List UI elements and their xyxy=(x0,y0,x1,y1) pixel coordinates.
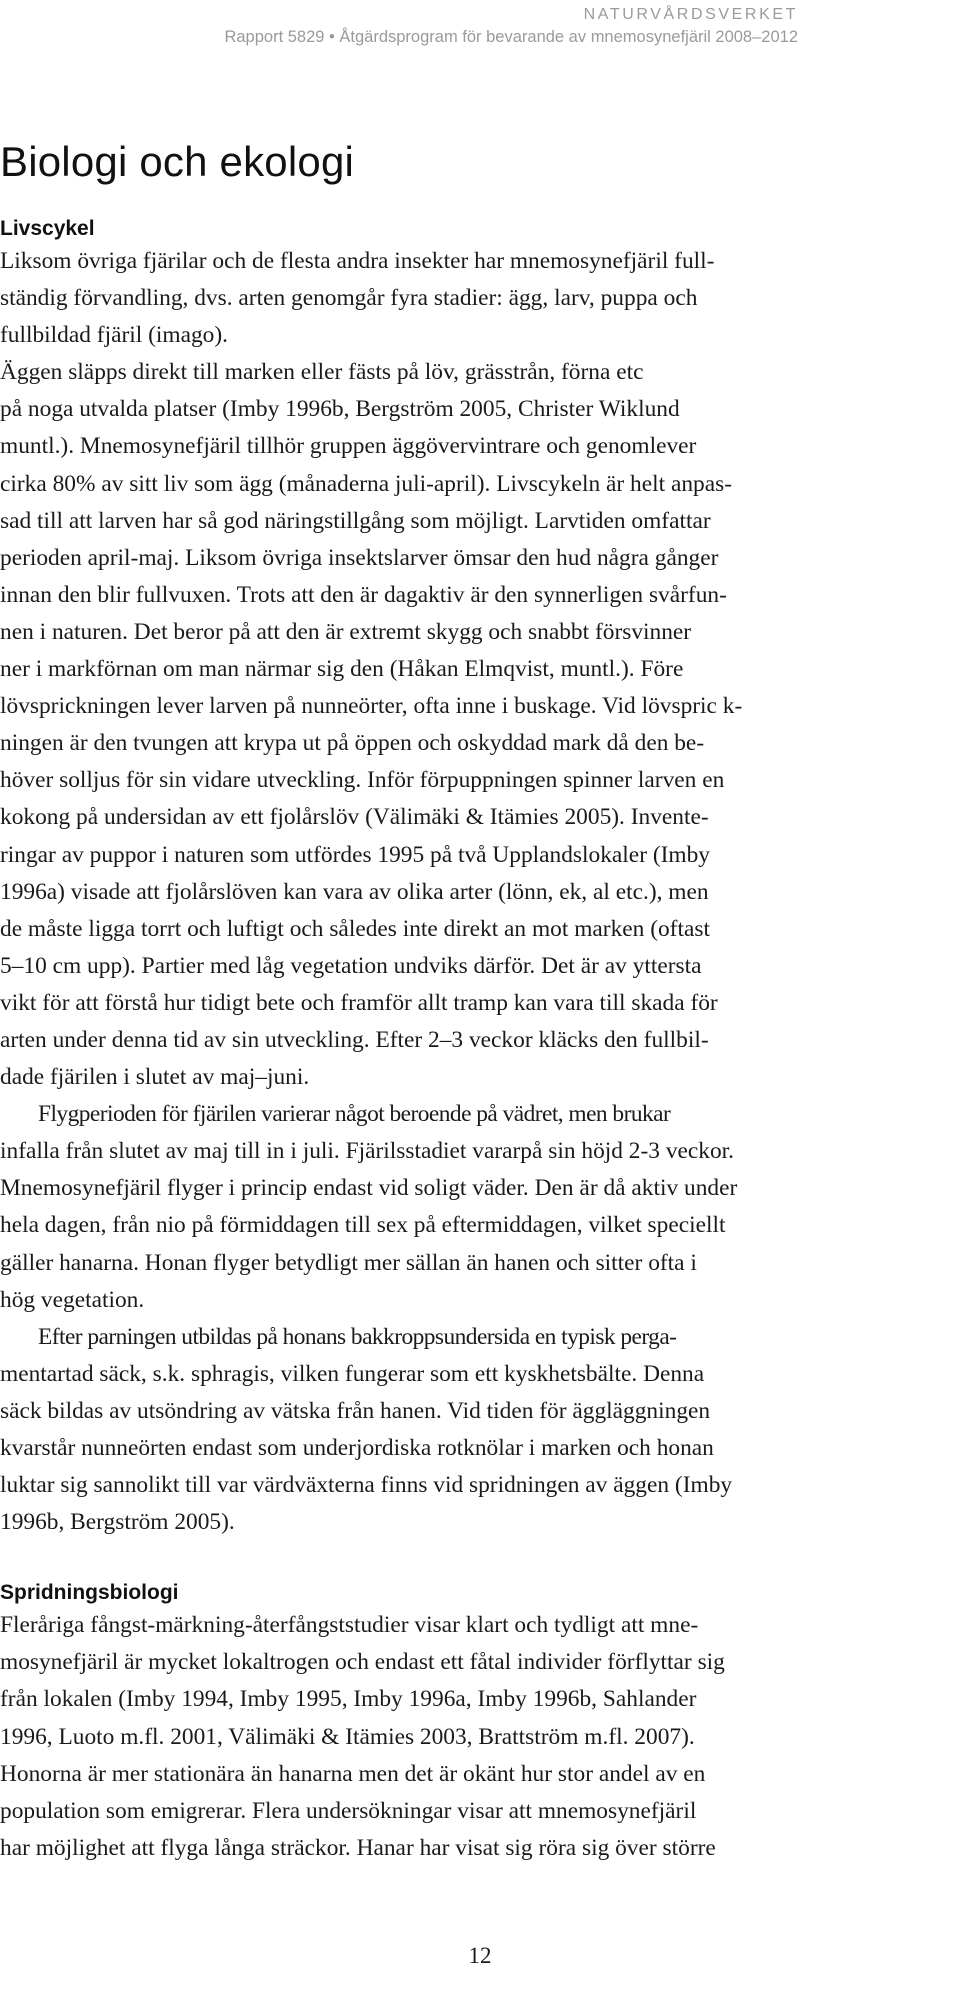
paragraph xyxy=(0,1096,950,1319)
text-line: innan den blir fullvuxen. Trots att den är dagaktiv är den synnerligen svårfun- xyxy=(0,581,727,608)
text-line: kvarstår nunneörten endast som underjordiska rotknölar i marken och honan xyxy=(0,1435,714,1461)
text-line: ner i markförnan om man närmar sig den (Håkan Elmqvist, muntl.). Före xyxy=(0,656,684,683)
section-heading-spridningsbiologi: Spridningsbiologi xyxy=(0,1581,179,1605)
page-number: 12 xyxy=(468,1943,492,1968)
text-line: vikt för att förstå hur tidigt bete och framför allt tramp kan vara till skada för xyxy=(0,989,718,1016)
text-line: Efter parningen utbildas på honans bakkroppsundersida en typisk perga- xyxy=(38,1323,677,1350)
text-line: gäller hanarna. Honan flyger betydligt mer sällan än hanen och sitter ofta i xyxy=(0,1249,697,1276)
text-line: Flygperioden för fjärilen varierar något beroende på vädret, men brukar xyxy=(38,1101,671,1128)
text-line: sad till att larven har så god näringstillgång som möjligt. Larvtiden omfattar xyxy=(0,507,711,534)
text-line: Äggen släpps direkt till marken eller fästs på löv, grässtrån, förna etc xyxy=(0,359,644,386)
text-line: säck bildas av utsöndring av vätska från hanen. Vid tiden för äggläggningen xyxy=(0,1397,711,1424)
text-line: dade fjärilen i slutet av maj–juni. xyxy=(0,1064,310,1091)
text-line: mentartad säck, s.k. sphragis, vilken fungerar som ett kyskhetsbälte. Denna xyxy=(0,1360,705,1387)
text-line: på noga utvalda platser (Imby 1996b, Bergström 2005, Christer Wiklund xyxy=(0,396,680,423)
text-line: Fleråriga fångst-märkning-återfångststudier visar klart och tydligt att mne- xyxy=(0,1612,699,1639)
text-line: höver solljus för sin vidare utveckling. Inför förpuppningen spinner larven en xyxy=(0,767,725,794)
running-header xyxy=(224,4,798,48)
text-line: perioden april-maj. Liksom övriga insektslarver ömsar den hud några gånger xyxy=(0,544,719,571)
text-line: cirka 80% av sitt liv som ägg (månaderna juli-april). Livscykeln är helt anpas- xyxy=(0,470,733,497)
text-line: arten under denna tid av sin utveckling. Efter 2–3 veckor kläcks den fullbil- xyxy=(0,1026,709,1053)
text-line: 1996, Luoto m.fl. 2001, Välimäki & Itämies 2003, Brattström m.fl. 2007). xyxy=(0,1723,695,1750)
text-line: lövsprickningen lever larven på nunneörter, ofta inne i buskage. Vid lövspric k- xyxy=(0,693,743,720)
chapter-title: Biologi och ekologi xyxy=(0,138,355,185)
text-line: Honorna är mer stationära än hanarna men det är okänt hur stor andel av en xyxy=(0,1760,706,1787)
text-line: har möjlighet att flyga långa sträckor. Hanar har visat sig röra sig över större xyxy=(0,1834,716,1861)
text-line: population som emigrerar. Flera undersökningar visar att mnemosynefjäril xyxy=(0,1797,697,1824)
section-heading-livscykel: Livscykel xyxy=(0,217,95,240)
paragraph xyxy=(0,243,950,1096)
text-line: Mnemosynefjäril flyger i princip endast vid soligt väder. Den är då aktiv under xyxy=(0,1175,738,1202)
text-line: hela dagen, från nio på förmiddagen till sex på eftermiddagen, vilket speciellt xyxy=(0,1212,726,1239)
text-line: infalla från slutet av maj till in i juli. Fjärilsstadiet vararpå sin höjd 2-3 veckor. xyxy=(0,1138,735,1165)
section-body-spridningsbiologi xyxy=(0,1607,950,1867)
text-line: de måste ligga torrt och luftigt och således inte direkt an mot marken (oftast xyxy=(0,915,710,942)
text-line: ningen är den tvungen att krypa ut på öppen och oskyddad mark då den be- xyxy=(0,730,705,757)
text-line: hög vegetation. xyxy=(0,1286,145,1313)
organization-name: NATURVÅRDSVERKET xyxy=(583,6,798,23)
text-line: 1996b, Bergström 2005). xyxy=(0,1509,235,1536)
text-line: ständig förvandling, dvs. arten genomgår fyra stadier: ägg, larv, puppa och xyxy=(0,285,698,312)
text-line: från lokalen (Imby 1994, Imby 1995, Imby 1996a, Imby 1996b, Sahlander xyxy=(0,1686,697,1713)
text-line: nen i naturen. Det beror på att den är extremt skygg och snabbt försvinner xyxy=(0,618,692,645)
paragraph xyxy=(0,1607,950,1867)
text-line: mosynefjäril är mycket lokaltrogen och endast ett fåtal individer förflyttar sig xyxy=(0,1649,725,1676)
text-line: luktar sig sannolikt till var värdväxterna finns vid spridningen av äggen (Imby xyxy=(0,1472,733,1499)
paragraph xyxy=(0,1319,950,1542)
text-line: 5–10 cm upp). Partier med låg vegetation undviks därför. Det är av yttersta xyxy=(0,952,702,979)
text-line: Liksom övriga fjärilar och de flesta andra insekter har mnemosynefjäril full- xyxy=(0,248,715,274)
section-body-livscykel xyxy=(0,243,950,1541)
page-content xyxy=(0,136,950,1867)
text-line: ringar av puppor i naturen som utfördes 1995 på två Upplandslokaler (Imby xyxy=(0,841,710,868)
text-line: kokong på undersidan av ett fjolårslöv (Välimäki & Itämies 2005). Invente- xyxy=(0,804,709,831)
text-line: muntl.). Mnemosynefjäril tillhör gruppen äggövervintrare och genomlever xyxy=(0,433,697,460)
text-line: fullbildad fjäril (imago). xyxy=(0,322,228,349)
text-line: 1996a) visade att fjolårslöven kan vara av olika arter (lönn, ek, al etc.), men xyxy=(0,878,709,905)
report-title: Rapport 5829 • Åtgärdsprogram för bevarande av mnemosynefjäril 2008–2012 xyxy=(224,28,798,46)
